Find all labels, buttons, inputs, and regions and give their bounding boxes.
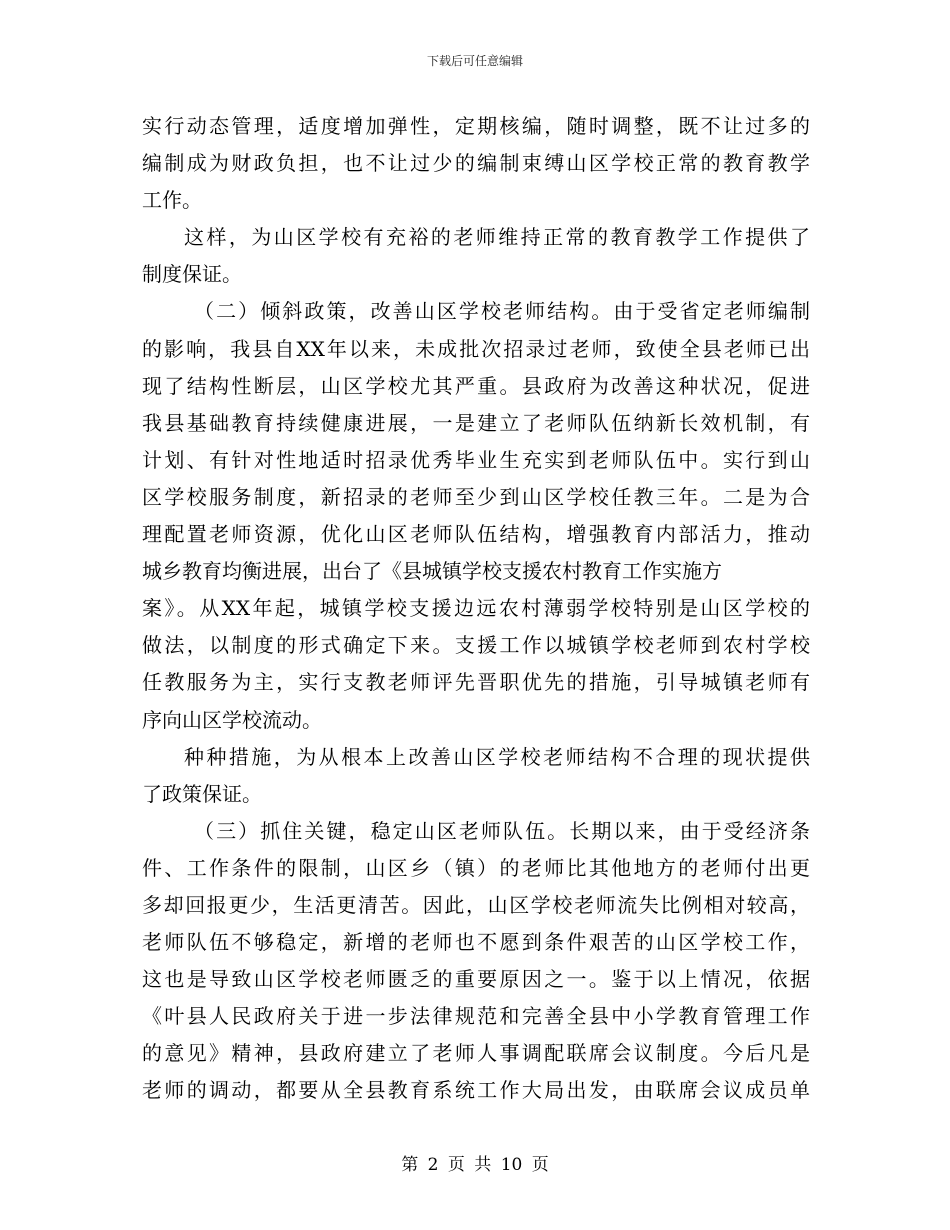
text-line: 案》。从XX年起，城镇学校支援边远农村薄弱学校特别是山区学校的 [142, 596, 810, 621]
text-line: （三）抓住关键，稳定山区老师队伍。长期以来，由于受经济条 [194, 818, 810, 843]
text-line: 实行动态管理，适度增加弹性，定期核编，随时调整，既不让过多的 [142, 114, 810, 138]
text-line: 做法，以制度的形式确定下来。支援工作以城镇学校老师到农村学校 [142, 633, 810, 658]
text-line: 种种措施，为从根本上改善山区学校老师结构不合理的现状提供 [184, 744, 810, 769]
document-body [142, 108, 810, 1110]
text-line: 城乡教育均衡进展，出台了《县城镇学校支援农村教育工作实施方 [142, 559, 722, 584]
text-line: 《叶县人民政府关于进一步法律规范和完善全县中小学教育管理工作 [142, 1004, 810, 1029]
text-line: 多却回报更少，生活更清苦。因此，山区学校老师流失比例相对较高， [142, 892, 810, 917]
text-line: 制度保证。 [142, 262, 242, 287]
text-line: 任教服务为主，实行支教老师评先晋职优先的措施，引导城镇老师有 [142, 670, 810, 695]
text-line: 编制成为财政负担，也不让过少的编制束缚山区学校正常的教育教学 [142, 151, 810, 176]
text-line: 了政策保证。 [142, 781, 262, 806]
text-line: 工作。 [142, 188, 202, 213]
text-line: 序向山区学校流动。 [142, 707, 322, 732]
text-line: 件、工作条件的限制，山区乡（镇）的老师比其他地方的老师付出更 [142, 855, 810, 880]
text-line: 区学校服务制度，新招录的老师至少到山区学校任教三年。二是为合 [142, 484, 810, 509]
text-line: 的影响，我县自XX年以来，未成批次招录过老师，致使全县老师已出 [142, 336, 810, 361]
page-number: 第 2 页 共 10 页 [401, 1155, 549, 1175]
text-line: 这样，为山区学校有充裕的老师维持正常的教育教学工作提供了 [184, 225, 810, 250]
page-header: 下载后可任意编辑 [426, 54, 523, 68]
text-line: 现了结构性断层，山区学校尤其严重。县政府为改善这种状况，促进 [142, 373, 810, 398]
text-line: 计划、有针对性地适时招录优秀毕业生充实到老师队伍中。实行到山 [142, 447, 810, 472]
text-line: 的意见》精神，县政府建立了老师人事调配联席会议制度。今后凡是 [142, 1041, 810, 1066]
text-line: （二）倾斜政策，改善山区学校老师结构。由于受省定老师编制 [194, 299, 810, 324]
text-line: 理配置老师资源，优化山区老师队伍结构，增强教育内部活力，推动 [142, 522, 810, 547]
text-line: 老师队伍不够稳定，新增的老师也不愿到条件艰苦的山区学校工作， [142, 930, 810, 955]
text-line: 老师的调动，都要从全县教育系统工作大局出发，由联席会议成员单 [142, 1078, 810, 1103]
text-line: 我县基础教育持续健康进展，一是建立了老师队伍纳新长效机制，有 [142, 410, 810, 435]
text-line: 这也是导致山区学校老师匮乏的重要原因之一。鉴于以上情况，依据 [142, 967, 810, 992]
